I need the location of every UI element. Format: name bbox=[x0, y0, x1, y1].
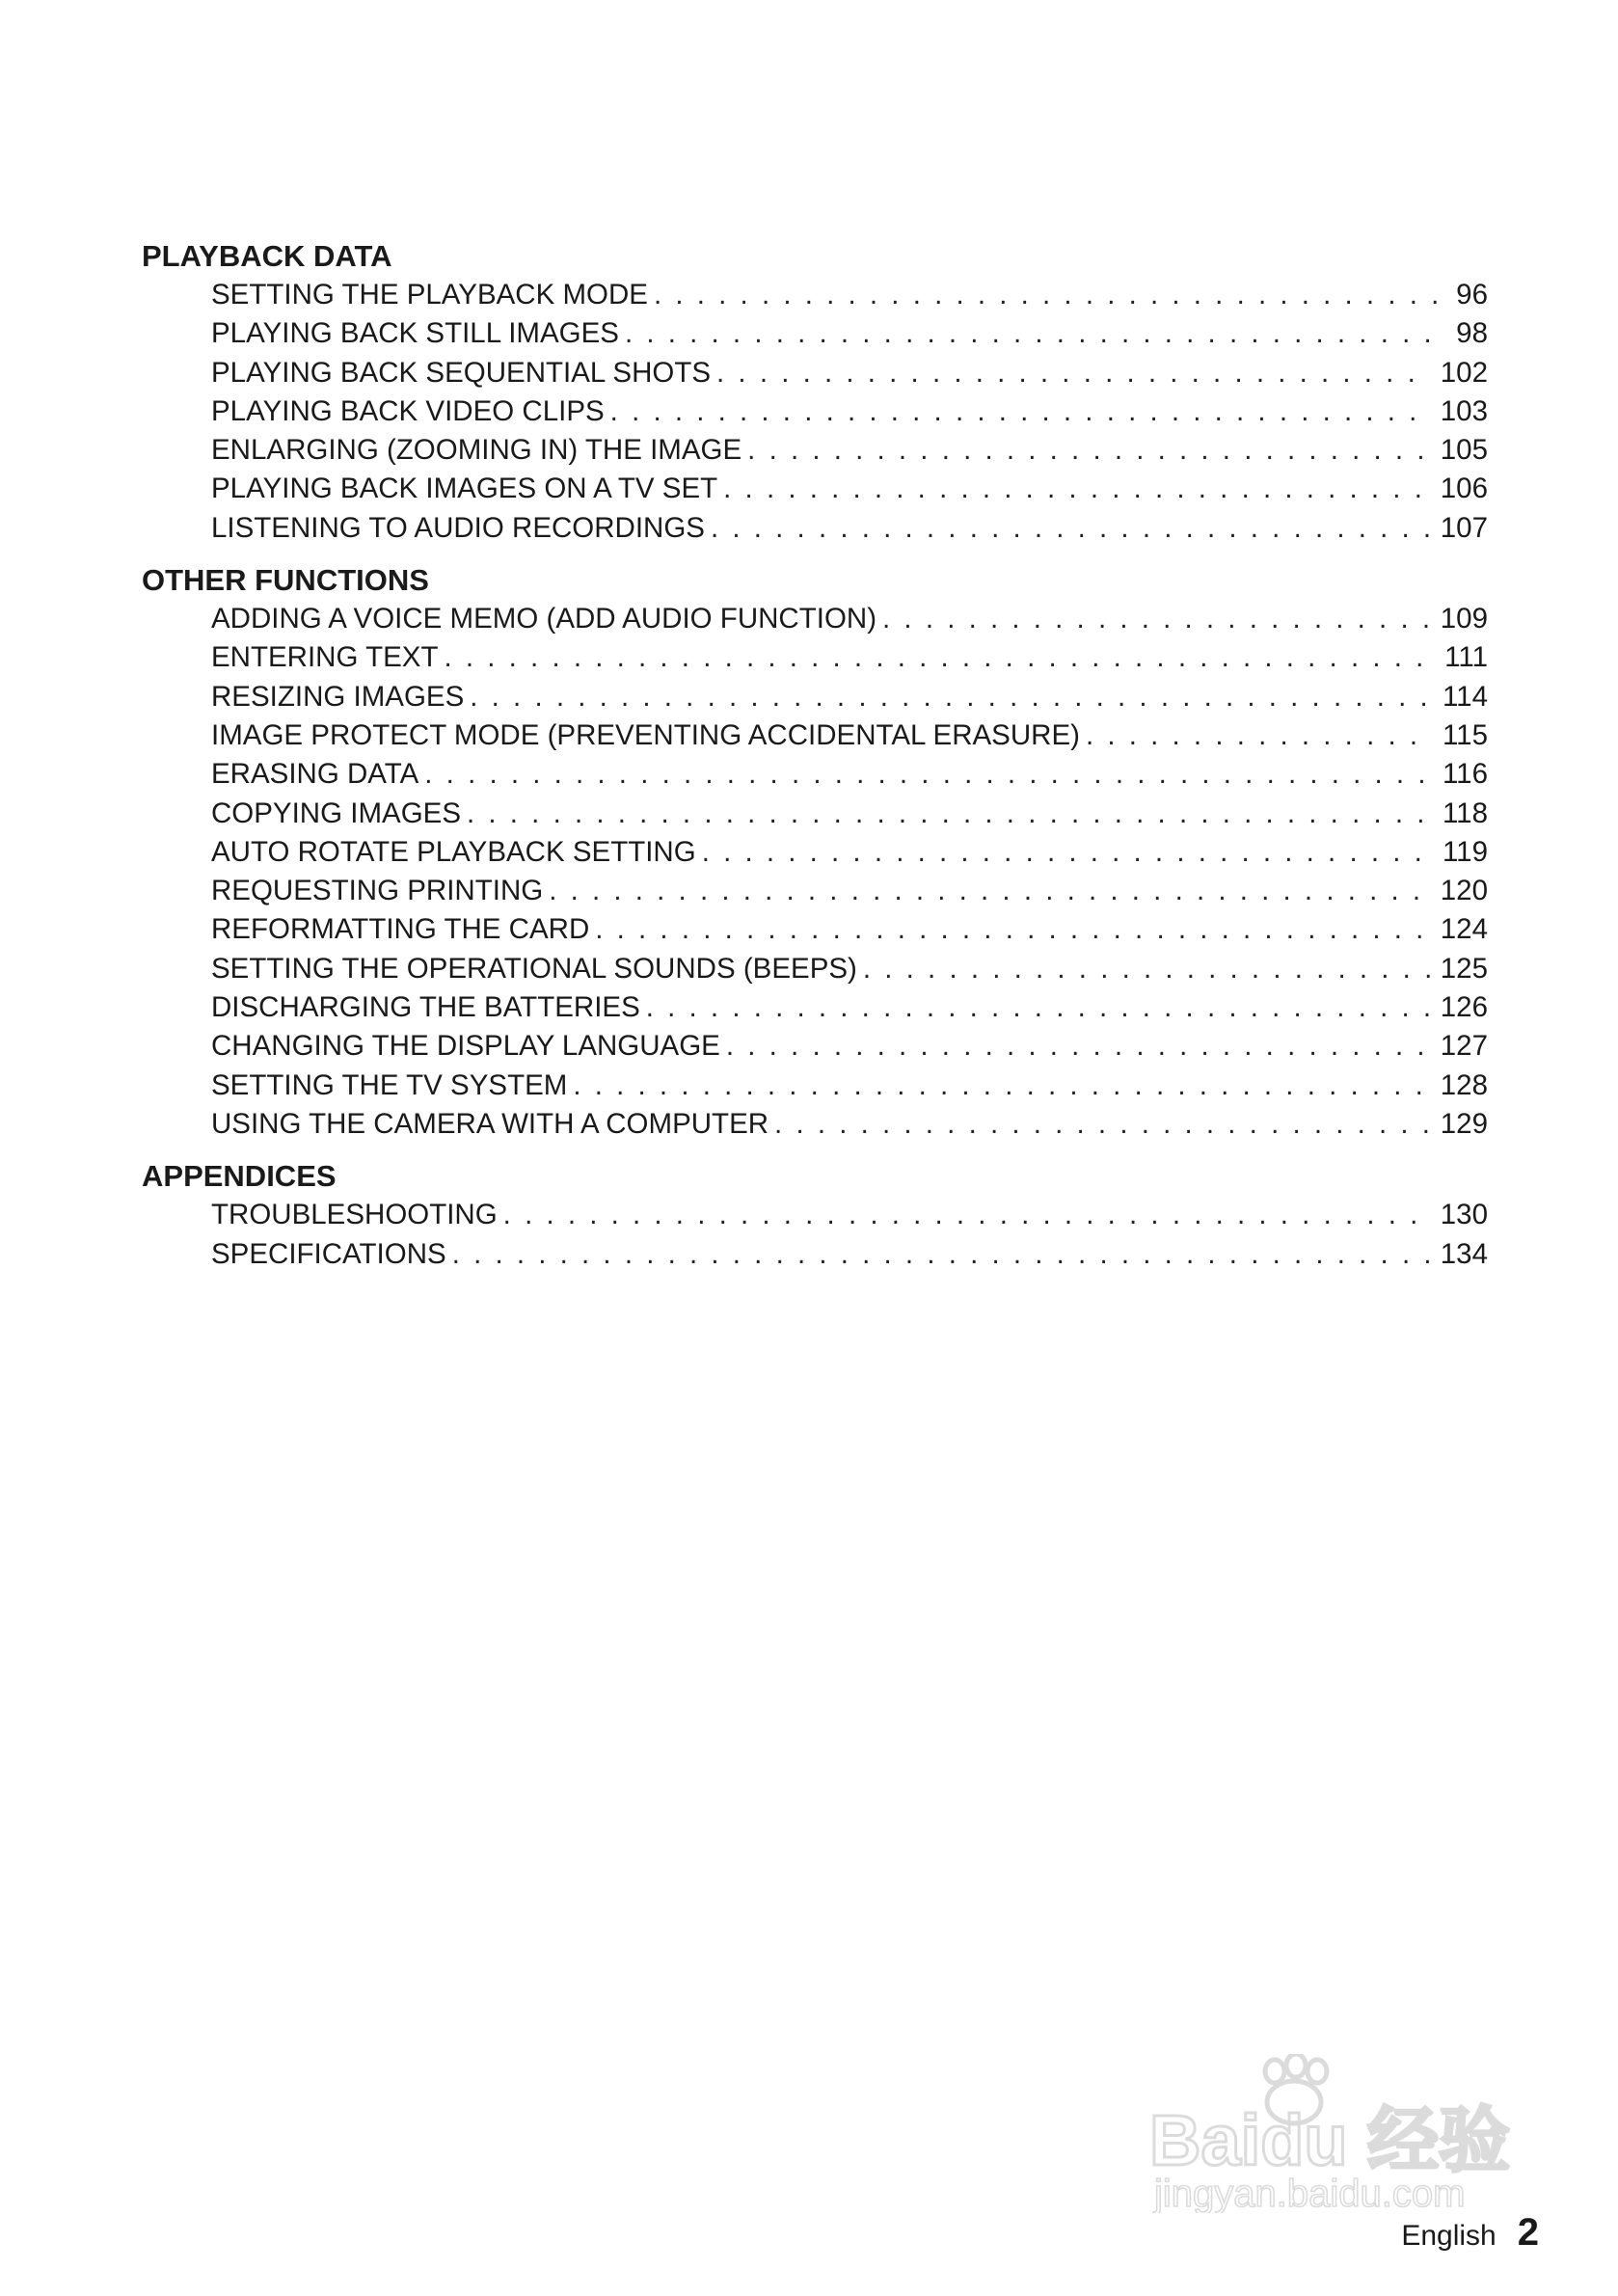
dot-leader bbox=[654, 276, 1446, 314]
toc-entry-page: 119 bbox=[1442, 835, 1488, 868]
baidu-jingyan-watermark bbox=[1149, 2054, 1535, 2213]
toc-entry-page: 105 bbox=[1440, 434, 1488, 467]
toc-entry-title: CHANGING THE DISPLAY LANGUAGE bbox=[211, 1030, 720, 1063]
page-number: 2 bbox=[1517, 2211, 1539, 2254]
footer-language: English bbox=[1401, 2220, 1497, 2252]
toc-entry-title: PLAYING BACK SEQUENTIAL SHOTS bbox=[211, 356, 712, 389]
toc-entry[interactable] bbox=[211, 600, 1488, 638]
toc-entry-page: 127 bbox=[1440, 1030, 1488, 1063]
toc-entry[interactable] bbox=[211, 509, 1488, 548]
dot-leader bbox=[726, 1027, 1431, 1066]
toc-entry[interactable] bbox=[211, 988, 1488, 1027]
toc-entry-title: AUTO ROTATE PLAYBACK SETTING bbox=[211, 835, 696, 868]
dot-leader bbox=[1086, 716, 1433, 755]
dot-leader bbox=[723, 470, 1431, 508]
dot-leader bbox=[610, 392, 1431, 431]
dot-leader bbox=[444, 638, 1435, 677]
watermark-url: jingyan.baidu.com bbox=[1154, 2173, 1466, 2213]
toc-entry-title: SETTING THE TV SYSTEM bbox=[211, 1068, 568, 1101]
toc-entry[interactable] bbox=[211, 638, 1488, 677]
toc-entry[interactable] bbox=[211, 431, 1488, 470]
toc-entry-title: COPYING IMAGES bbox=[211, 797, 461, 829]
page-footer bbox=[1401, 2211, 1539, 2255]
dot-leader bbox=[549, 872, 1431, 910]
watermark-brand: Baidu 经验 bbox=[1149, 2100, 1511, 2180]
toc-entry-page: 126 bbox=[1440, 991, 1488, 1024]
toc-entry-page: 96 bbox=[1456, 279, 1488, 311]
toc-entry[interactable] bbox=[211, 872, 1488, 910]
dot-leader bbox=[702, 833, 1433, 872]
toc-entry-title: REFORMATTING THE CARD bbox=[211, 913, 590, 946]
toc-entry-title: REQUESTING PRINTING bbox=[211, 875, 544, 907]
dot-leader bbox=[711, 509, 1431, 548]
section-title: PLAYBACK DATA bbox=[142, 239, 392, 273]
toc-entry[interactable] bbox=[211, 1235, 1488, 1274]
toc-entry-title: SETTING THE OPERATIONAL SOUNDS (BEEPS) bbox=[211, 952, 857, 985]
dot-leader bbox=[470, 678, 1433, 716]
toc-entry-page: 102 bbox=[1440, 356, 1488, 389]
toc-entry-page: 129 bbox=[1440, 1107, 1488, 1140]
toc-entry-title: ENLARGING (ZOOMING IN) THE IMAGE bbox=[211, 434, 742, 467]
dot-leader bbox=[573, 1067, 1430, 1105]
toc-entry[interactable] bbox=[211, 950, 1488, 988]
toc-entry-page: 120 bbox=[1440, 875, 1488, 907]
section-entries bbox=[142, 276, 1488, 548]
toc-entry-page: 116 bbox=[1442, 758, 1488, 791]
toc-entry-page: 103 bbox=[1440, 394, 1488, 427]
toc-entry[interactable] bbox=[211, 470, 1488, 508]
toc-entry-title: PLAYING BACK VIDEO CLIPS bbox=[211, 394, 605, 427]
toc-entry-title: SETTING THE PLAYBACK MODE bbox=[211, 279, 648, 311]
toc-entry[interactable] bbox=[211, 392, 1488, 431]
toc-entry[interactable] bbox=[211, 354, 1488, 392]
toc-entry[interactable] bbox=[211, 276, 1488, 314]
toc-entry-title: RESIZING IMAGES bbox=[211, 680, 465, 713]
toc-entry-title: TROUBLESHOOTING bbox=[211, 1199, 498, 1231]
toc-entry-page: 130 bbox=[1440, 1199, 1488, 1231]
toc-entry[interactable] bbox=[211, 1067, 1488, 1105]
dot-leader bbox=[595, 910, 1431, 949]
dot-leader bbox=[503, 1196, 1431, 1234]
toc-entry-title: SPECIFICATIONS bbox=[211, 1237, 446, 1270]
toc-entry-title: ADDING A VOICE MEMO (ADD AUDIO FUNCTION) bbox=[211, 603, 877, 635]
dot-leader bbox=[747, 431, 1431, 470]
toc-section bbox=[142, 1157, 1488, 1274]
toc-entry-page: 115 bbox=[1442, 718, 1488, 751]
toc-entry-page: 128 bbox=[1440, 1068, 1488, 1101]
toc-entry[interactable] bbox=[211, 678, 1488, 716]
toc-section bbox=[142, 561, 1488, 1144]
dot-leader bbox=[646, 988, 1431, 1027]
toc-entry-page: 114 bbox=[1442, 680, 1488, 713]
toc-entry[interactable] bbox=[211, 1105, 1488, 1144]
toc-entry[interactable] bbox=[211, 833, 1488, 872]
toc-entry[interactable] bbox=[211, 1196, 1488, 1234]
dot-leader bbox=[424, 755, 1433, 794]
toc-entry-title: PLAYING BACK IMAGES ON A TV SET bbox=[211, 473, 718, 505]
dot-leader bbox=[452, 1235, 1431, 1274]
section-entries bbox=[142, 1196, 1488, 1274]
toc-entry-title: USING THE CAMERA WITH A COMPUTER bbox=[211, 1107, 769, 1140]
toc-entry-title: ENTERING TEXT bbox=[211, 641, 439, 674]
toc-entry-title: ERASING DATA bbox=[211, 758, 419, 791]
toc-entry-page: 134 bbox=[1440, 1237, 1488, 1270]
toc-entry[interactable] bbox=[211, 716, 1488, 755]
toc-entry[interactable] bbox=[211, 910, 1488, 949]
toc-entry-page: 106 bbox=[1440, 473, 1488, 505]
dot-leader bbox=[625, 314, 1446, 353]
dot-leader bbox=[467, 795, 1433, 833]
dot-leader bbox=[774, 1105, 1431, 1144]
table-of-contents bbox=[142, 237, 1488, 1287]
toc-entry[interactable] bbox=[211, 314, 1488, 353]
toc-entry-title: PLAYING BACK STILL IMAGES bbox=[211, 317, 619, 350]
dot-leader bbox=[716, 354, 1431, 392]
toc-entry-page: 125 bbox=[1440, 952, 1488, 985]
toc-entry[interactable] bbox=[211, 755, 1488, 794]
section-entries bbox=[142, 600, 1488, 1144]
toc-entry-page: 111 bbox=[1444, 641, 1488, 674]
toc-entry-title: IMAGE PROTECT MODE (PREVENTING ACCIDENTAL ERASURE) bbox=[211, 718, 1080, 751]
toc-entry-page: 118 bbox=[1442, 797, 1488, 829]
toc-entry-page: 98 bbox=[1456, 317, 1488, 350]
toc-section bbox=[142, 237, 1488, 548]
toc-entry-title: DISCHARGING THE BATTERIES bbox=[211, 991, 640, 1024]
dot-leader bbox=[863, 950, 1431, 988]
toc-entry-page: 107 bbox=[1440, 511, 1488, 544]
toc-entry-title: LISTENING TO AUDIO RECORDINGS bbox=[211, 511, 705, 544]
toc-entry[interactable] bbox=[211, 795, 1488, 833]
toc-entry[interactable] bbox=[211, 1027, 1488, 1066]
section-title: OTHER FUNCTIONS bbox=[142, 563, 429, 598]
toc-entry-page: 124 bbox=[1440, 913, 1488, 946]
toc-entry-page: 109 bbox=[1440, 603, 1488, 635]
dot-leader bbox=[882, 600, 1431, 638]
section-title: APPENDICES bbox=[142, 1159, 337, 1194]
